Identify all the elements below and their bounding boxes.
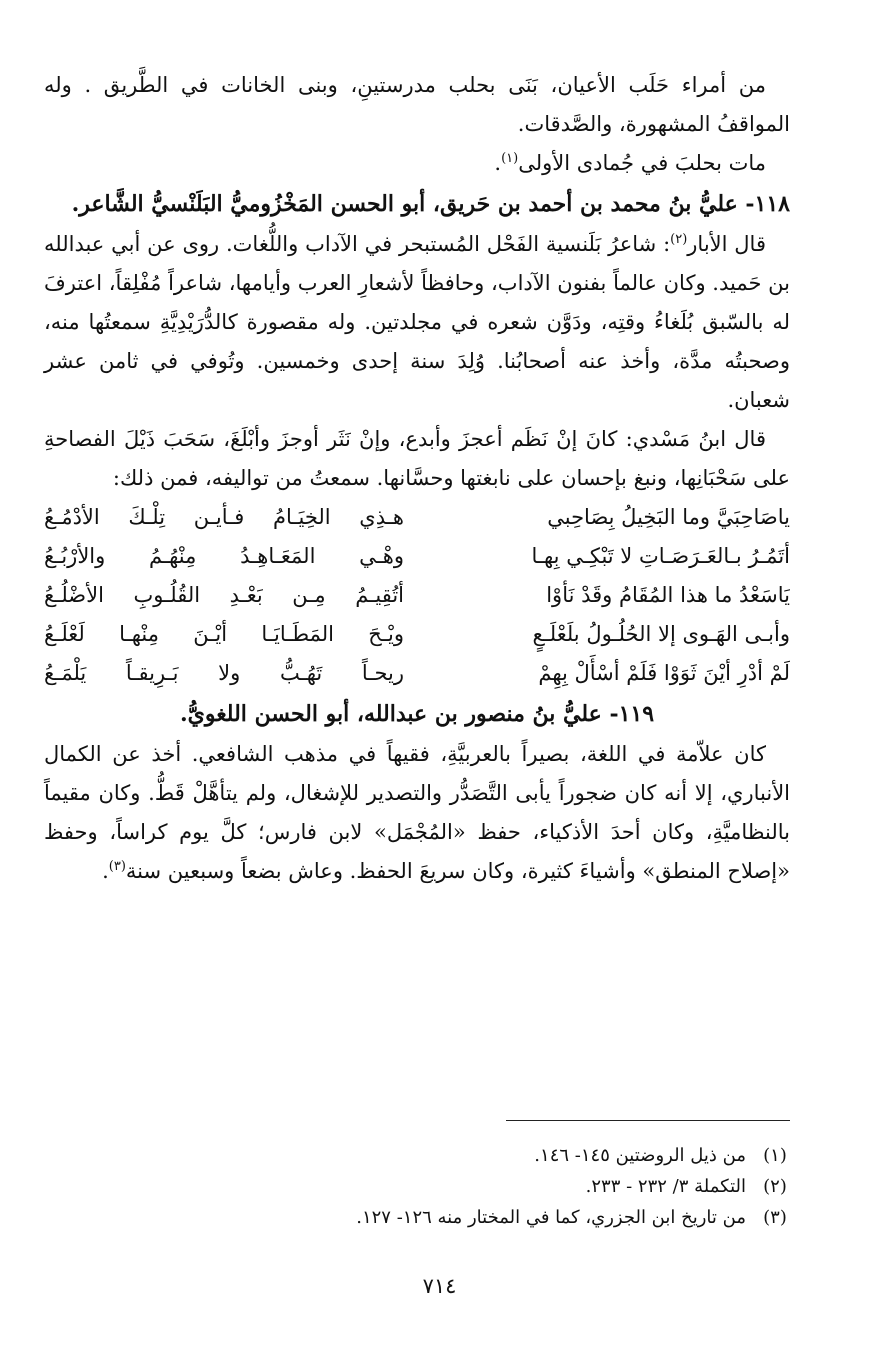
entry-119-heading: ١١٩- عليُّ بنُ منصور بن عبدالله، أبو الحسن اللغويُّ.	[179, 701, 655, 727]
footnote-text: من ذيل الروضتين ١٤٥- ١٤٦.	[534, 1145, 746, 1166]
poem-hemistich-first: يَاسَعْدُ ما هذا المُقَامُ وقَدْ نَأوْا	[546, 583, 790, 607]
poem-hemistich-second: هـذِي الخِيَـامُ فـأيـن تِلْـكَ الأدْمُـعُ	[44, 505, 404, 529]
footnote-text: التكملة ٣/ ٢٣٢ - ٢٣٣.	[585, 1176, 746, 1197]
poem-verse	[44, 615, 790, 654]
footnote-ref-3: (٣)	[108, 859, 126, 874]
footnote-ref-2: (٢)	[670, 232, 688, 247]
page-number: ٧١٤	[422, 1274, 457, 1298]
footnote-number: (١)	[763, 1145, 787, 1166]
page-body	[44, 66, 790, 891]
intro-paragraph: من أمراء حَلَب الأعيان، بَنَى بحلب مدرستينِ، وبنى الخانات في الطَّريق . وله المواقفُ المشهورة، والصَّدقات.	[44, 73, 790, 136]
poem-hemistich-first: أتَمُـرُ بـالعَـرَصَـاتِ لا تَبْكِـي بِهـا	[531, 544, 790, 568]
entry-118-heading: ١١٨- عليُّ بنُ محمد بن أحمد بن حَريق، أبو الحسن المَخْزُوميُّ البَلَنْسيُّ الشَّاعر.	[71, 191, 790, 217]
footnote-number: (٣)	[763, 1207, 787, 1228]
poem-hemistich-first: ياصَاحِبَيَّ وما البَخِيلُ بِصَاحِبي	[547, 505, 790, 529]
entry-119-paragraph	[44, 735, 790, 891]
death-note-paragraph	[44, 144, 790, 183]
entry-118-paragraph-1	[44, 225, 790, 420]
footnote-number: (٢)	[763, 1176, 787, 1197]
poem-hemistich-second: ويْـحَ المَطَـايَـا أيْـنَ مِنْهـا لَعْلَـعُ	[44, 622, 404, 646]
footnotes	[90, 1140, 790, 1233]
footnote-text: من تاريخ ابن الجزري، كما في المختار منه ١٢٦- ١٢٧.	[356, 1207, 746, 1228]
poem-verse	[44, 576, 790, 615]
entry-118-paragraph-2: قال ابنُ مَسْدي: كانَ إنْ نَظَم أعجزَ وأبدع، وإنْ نَثَر أوجزَ وأبْلَغَ، سَحَبَ ذَيْلَ الفصاحةِ على سَحْبَانِها، ونبغ بإحسان على نابغتها وحسَّانها. سمعتُ من تواليفه، فمن ذلك:	[44, 427, 790, 490]
footnote	[90, 1140, 790, 1171]
death-note-end: .	[494, 151, 502, 175]
footnote-ref-1: (١)	[501, 151, 519, 166]
poem-hemistich-first: لَمْ أدْرِ أيْنَ ثَوَوْا فَلَمْ أسْأَلْ بِهِمْ	[538, 661, 790, 685]
poem-hemistich-second: أتُقِيـمُ مِـن بَعْـدِ القُلُـوبِ الأضْلُـعُ	[44, 583, 404, 607]
entry-119-text: كان علاّمة في اللغة، بصيراً بالعربيَّةِ، فقيهاً في مذهب الشافعي. أخذ عن الكمال الأنباري، إلا أنه كان ضجوراً يأبى التَّصَدُّر والتصدير للإشغال، ولم يتأهَّلْ قَطُّ. وكان مقيماً بالنظاميَّةِ، وكان أحدَ الأذكياء، حفظ «المُجْمَل» لابن فارس؛ كلَّ يوم كراساً، وحفظ «إصلاح المنطق» وأشياءَ كثيرة، وكان سريعَ الحفظ. وعاش بضعاً وسبعين سنة	[44, 742, 790, 883]
footnote	[90, 1171, 790, 1202]
death-note-text: مات بحلبَ في جُمادى الأولى	[518, 151, 766, 175]
poem-verse	[44, 654, 790, 693]
footnote	[90, 1202, 790, 1233]
entry-119-end: .	[102, 859, 109, 883]
poem-verse	[44, 537, 790, 576]
poem-hemistich-second: وهْـي المَعَـاهِـدُ مِنْهُـمُ والأرْبُـعُ	[44, 544, 404, 568]
poem-verse	[44, 498, 790, 537]
entry-118-p1-rest: : شاعرُ بَلَنسية الفَحْل المُستبحر في الآداب واللُّغات. روى عن أبي عبدالله بن حَميد. وكان عالماً بفنون الآداب، وحافظاً لأشعارِ العرب وأيامها، شاعراً مُفْلِقاً، اعترفَ له بالسّبق بُلَغاءُ وقتِه، ودَوَّن شعره في مجلدتين. وله مقصورة كالدُّرَيْدِيَّةِ سمعتُها منه، وصحبتُه مدَّة، وأخذ عنه أصحابُنا. وُلِدَ سنة إحدى وخمسين. وتُوفي في ثامن عشر شعبان.	[44, 232, 790, 412]
poem-hemistich-first: وأبـى الهَـوى إلا الحُلُـولُ بلَعْلَـعٍ	[532, 622, 790, 646]
poem	[44, 498, 790, 693]
poem-hemistich-second: ريحـاً تَهُـبُّ ولا بَـرِيقـاً يَلْمَـعُ	[44, 661, 404, 685]
footnote-divider	[506, 1120, 790, 1121]
entry-118-p1-start: قال الأبار	[687, 232, 766, 256]
